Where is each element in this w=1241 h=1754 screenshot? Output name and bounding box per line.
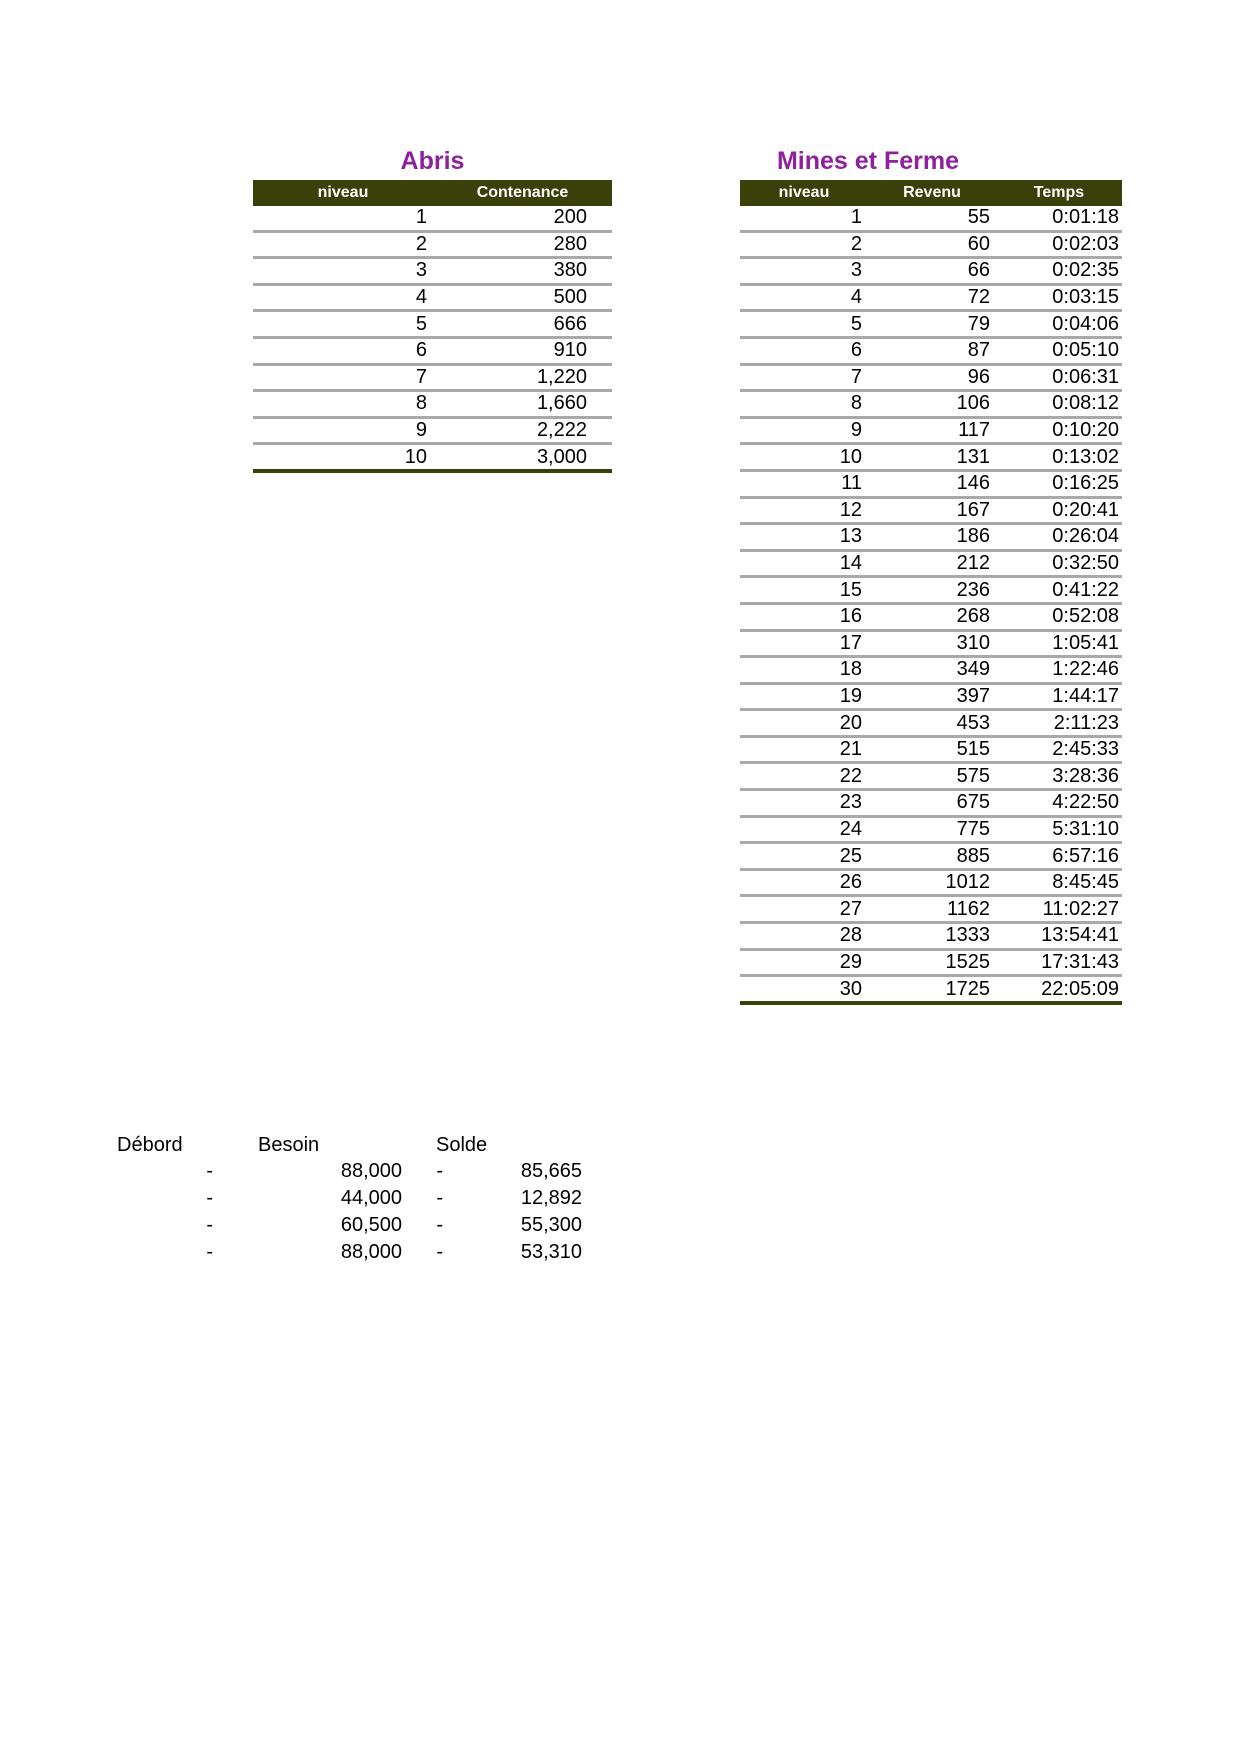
table-cell: 96 bbox=[967, 365, 990, 388]
table-cell: 515 bbox=[956, 738, 990, 761]
summary-row bbox=[103, 1239, 603, 1266]
table-cell: 575 bbox=[956, 764, 990, 787]
table-cell: 397 bbox=[956, 684, 990, 707]
table-cell: 1,220 bbox=[536, 365, 587, 388]
table-cell: 8 bbox=[850, 392, 862, 415]
table-row bbox=[740, 364, 1122, 391]
table-cell: 0:04:06 bbox=[1052, 312, 1119, 335]
table-row bbox=[740, 816, 1122, 843]
table-cell: 16 bbox=[839, 605, 862, 628]
table-row bbox=[740, 391, 1122, 418]
table-cell: 1162 bbox=[946, 897, 990, 920]
table-row bbox=[740, 790, 1122, 817]
summary-cell: 55,300 bbox=[520, 1214, 582, 1236]
abris-table-title: Abris bbox=[400, 147, 465, 175]
table-row bbox=[740, 976, 1122, 1003]
table-cell: 5 bbox=[850, 312, 862, 335]
table-cell: 349 bbox=[956, 658, 990, 681]
summary-cell: 88,000 bbox=[340, 1160, 402, 1182]
table-cell: 6 bbox=[850, 339, 862, 362]
summary-cell: 88,000 bbox=[340, 1241, 402, 1263]
table-cell: 17 bbox=[839, 631, 862, 654]
table-row bbox=[253, 444, 612, 471]
summary-header-row bbox=[103, 1132, 603, 1159]
table-cell: 5:31:10 bbox=[1052, 817, 1119, 840]
table-row bbox=[740, 337, 1122, 364]
table-row bbox=[253, 417, 612, 444]
table-cell: 7 bbox=[850, 365, 862, 388]
table-row bbox=[740, 284, 1122, 311]
table-cell: 17:31:43 bbox=[1041, 950, 1119, 973]
table-cell: 22 bbox=[839, 764, 862, 787]
table-cell: 26 bbox=[839, 871, 862, 894]
table-row bbox=[740, 524, 1122, 551]
table-row bbox=[740, 603, 1122, 630]
table-row bbox=[253, 337, 612, 364]
table-cell: 236 bbox=[956, 578, 990, 601]
table-cell: 6 bbox=[415, 339, 427, 362]
table-row bbox=[740, 497, 1122, 524]
table-cell: 268 bbox=[956, 605, 990, 628]
mines-ferme-table bbox=[740, 180, 1122, 1005]
table-row bbox=[740, 843, 1122, 870]
table-row bbox=[740, 949, 1122, 976]
table-row bbox=[740, 470, 1122, 497]
summary-cell: 85,665 bbox=[520, 1160, 582, 1182]
table-cell: 775 bbox=[956, 817, 990, 840]
table-row bbox=[253, 258, 612, 285]
table-cell: 10 bbox=[404, 445, 427, 468]
table-row bbox=[740, 657, 1122, 684]
table-cell: 8 bbox=[415, 392, 427, 415]
table-row bbox=[253, 311, 612, 338]
table-cell: 675 bbox=[956, 791, 990, 814]
table-row bbox=[253, 364, 612, 391]
column-header: Temps bbox=[996, 180, 1122, 206]
summary-cell: 53,310 bbox=[520, 1241, 582, 1263]
table-cell: 24 bbox=[839, 817, 862, 840]
table-cell: 25 bbox=[839, 844, 862, 867]
summary-cell: - bbox=[206, 1241, 213, 1263]
table-cell: 3 bbox=[415, 259, 427, 282]
table-cell: 2 bbox=[415, 232, 427, 255]
table-cell: 910 bbox=[553, 339, 587, 362]
summary-cell: - bbox=[206, 1187, 213, 1209]
column-header: Contenance bbox=[433, 180, 612, 206]
table-cell: 2 bbox=[850, 232, 862, 255]
table-cell: 200 bbox=[553, 206, 587, 229]
table-cell: 1012 bbox=[945, 871, 990, 894]
table-cell: 3:28:36 bbox=[1052, 764, 1119, 787]
table-row bbox=[740, 763, 1122, 790]
table-cell: 27 bbox=[839, 897, 862, 920]
table-cell: 1525 bbox=[945, 950, 990, 973]
table-cell: 2:11:23 bbox=[1053, 711, 1119, 734]
summary-row bbox=[103, 1158, 603, 1185]
table-row bbox=[253, 391, 612, 418]
mines-ferme-table-title: Mines et Ferme bbox=[776, 147, 959, 175]
table-cell: 2,222 bbox=[536, 419, 587, 442]
table-cell: 12 bbox=[839, 498, 862, 521]
table-cell: 72 bbox=[967, 286, 990, 309]
summary-cell: - bbox=[436, 1214, 443, 1236]
table-row bbox=[740, 258, 1122, 285]
table-cell: 3,000 bbox=[536, 445, 587, 468]
table-cell: 19 bbox=[839, 684, 862, 707]
summary-row bbox=[103, 1212, 603, 1239]
table-cell: 4 bbox=[850, 286, 862, 309]
table-cell: 13:54:41 bbox=[1041, 924, 1119, 947]
table-cell: 0:41:22 bbox=[1052, 578, 1119, 601]
table-cell: 4:22:50 bbox=[1052, 791, 1119, 814]
table-row bbox=[740, 683, 1122, 710]
table-cell: 0:03:15 bbox=[1052, 286, 1119, 309]
table-row bbox=[740, 417, 1122, 444]
table-cell: 22:05:09 bbox=[1041, 977, 1119, 1000]
table-cell: 131 bbox=[956, 445, 990, 468]
table-cell: 0:52:08 bbox=[1052, 605, 1119, 628]
table-cell: 10 bbox=[839, 445, 862, 468]
table-cell: 29 bbox=[839, 950, 862, 973]
summary-cell: - bbox=[436, 1241, 443, 1263]
table-cell: 13 bbox=[839, 525, 862, 548]
table-row bbox=[740, 630, 1122, 657]
table-cell: 0:02:35 bbox=[1052, 259, 1119, 282]
table-cell: 21 bbox=[839, 738, 862, 761]
table-cell: 0:26:04 bbox=[1052, 525, 1119, 548]
table-row bbox=[740, 444, 1122, 471]
table-cell: 11:02:27 bbox=[1042, 897, 1119, 920]
table-row bbox=[253, 284, 612, 311]
table-row bbox=[740, 550, 1122, 577]
table-cell: 0:16:25 bbox=[1052, 472, 1119, 495]
table-cell: 9 bbox=[850, 419, 862, 442]
summary-cell: 60,500 bbox=[340, 1214, 402, 1236]
summary-header-besoin: Besoin bbox=[258, 1134, 320, 1156]
table-cell: 3 bbox=[850, 259, 862, 282]
summary-row bbox=[103, 1185, 603, 1212]
table-cell: 0:20:41 bbox=[1052, 498, 1119, 521]
summary-block bbox=[103, 1132, 603, 1282]
abris-header-row bbox=[253, 180, 612, 206]
table-cell: 212 bbox=[956, 552, 990, 575]
table-cell: 1:05:41 bbox=[1052, 631, 1119, 654]
summary-cell: - bbox=[436, 1187, 443, 1209]
table-cell: 2:45:33 bbox=[1052, 738, 1119, 761]
table-cell: 18 bbox=[839, 658, 862, 681]
table-cell: 30 bbox=[839, 977, 862, 1000]
table-cell: 0:02:03 bbox=[1052, 232, 1119, 255]
table-cell: 1 bbox=[415, 206, 427, 229]
table-row bbox=[740, 206, 1122, 231]
table-cell: 453 bbox=[956, 711, 990, 734]
table-cell: 310 bbox=[956, 631, 990, 654]
column-header: Revenu bbox=[868, 180, 996, 206]
table-cell: 55 bbox=[967, 206, 990, 229]
table-cell: 11 bbox=[841, 472, 862, 495]
summary-header-debord: Débord bbox=[117, 1134, 183, 1156]
table-cell: 167 bbox=[956, 498, 990, 521]
table-cell: 20 bbox=[839, 711, 862, 734]
table-cell: 6:57:16 bbox=[1052, 844, 1119, 867]
table-cell: 8:45:45 bbox=[1052, 871, 1119, 894]
table-cell: 1:44:17 bbox=[1052, 684, 1119, 707]
summary-cell: - bbox=[206, 1160, 213, 1182]
table-cell: 66 bbox=[967, 259, 990, 282]
table-cell: 1,660 bbox=[536, 392, 587, 415]
summary-cell: - bbox=[436, 1160, 443, 1182]
table-cell: 0:32:50 bbox=[1052, 552, 1119, 575]
table-cell: 666 bbox=[553, 312, 587, 335]
summary-cell: - bbox=[206, 1214, 213, 1236]
mines-header-row bbox=[740, 180, 1122, 206]
table-cell: 14 bbox=[839, 552, 862, 575]
table-cell: 15 bbox=[839, 578, 862, 601]
table-cell: 106 bbox=[956, 392, 990, 415]
table-cell: 280 bbox=[553, 232, 587, 255]
table-row bbox=[740, 896, 1122, 923]
table-cell: 117 bbox=[958, 419, 990, 442]
table-cell: 79 bbox=[967, 312, 990, 335]
table-row bbox=[740, 231, 1122, 258]
table-row bbox=[740, 710, 1122, 737]
table-cell: 1725 bbox=[945, 977, 990, 1000]
table-row bbox=[740, 311, 1122, 338]
table-cell: 0:13:02 bbox=[1052, 445, 1119, 468]
table-cell: 60 bbox=[967, 232, 990, 255]
column-header: niveau bbox=[253, 180, 433, 206]
table-cell: 0:06:31 bbox=[1052, 365, 1119, 388]
abris-table bbox=[253, 180, 612, 473]
table-cell: 380 bbox=[553, 259, 587, 282]
table-cell: 87 bbox=[967, 339, 990, 362]
table-cell: 0:10:20 bbox=[1052, 419, 1119, 442]
table-cell: 500 bbox=[553, 286, 587, 309]
summary-cell: 44,000 bbox=[340, 1187, 402, 1209]
table-cell: 4 bbox=[415, 286, 427, 309]
summary-header-solde: Solde bbox=[436, 1134, 488, 1156]
table-cell: 28 bbox=[839, 924, 862, 947]
table-row bbox=[253, 231, 612, 258]
summary-cell: 12,892 bbox=[520, 1187, 582, 1209]
table-cell: 0:01:18 bbox=[1052, 206, 1119, 229]
table-cell: 1:22:46 bbox=[1052, 658, 1119, 681]
table-cell: 885 bbox=[956, 844, 990, 867]
table-cell: 1 bbox=[850, 206, 862, 229]
table-row bbox=[253, 206, 612, 231]
column-header: niveau bbox=[740, 180, 868, 206]
table-cell: 7 bbox=[415, 365, 427, 388]
table-cell: 0:05:10 bbox=[1052, 339, 1119, 362]
table-row bbox=[740, 923, 1122, 950]
table-cell: 0:08:12 bbox=[1052, 392, 1119, 415]
table-cell: 23 bbox=[839, 791, 862, 814]
table-cell: 1333 bbox=[945, 924, 990, 947]
table-row bbox=[740, 736, 1122, 763]
table-cell: 146 bbox=[956, 472, 990, 495]
table-cell: 9 bbox=[415, 419, 427, 442]
table-row bbox=[740, 869, 1122, 896]
table-cell: 5 bbox=[415, 312, 427, 335]
table-row bbox=[740, 577, 1122, 604]
table-cell: 186 bbox=[956, 525, 990, 548]
